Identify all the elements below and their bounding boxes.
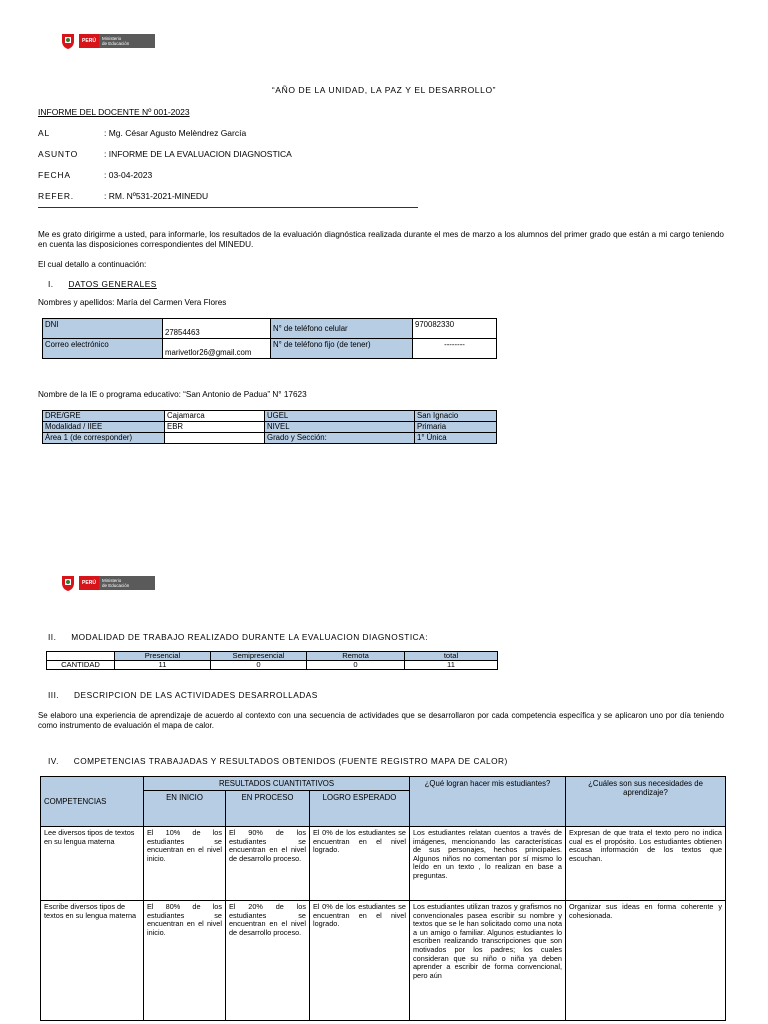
- modality-table: Presencial Semipresencial Remota total CANTIDAD 11 0 0 11: [46, 651, 498, 670]
- names-line: Nombres y apellidos: María del Carmen Vera Flores: [38, 298, 227, 307]
- table-row: Lee diversos tipos de textos en su lengua materna El 10% de los estudiantes se encuentran en el nivel inicio. El 90% de los estudiantes se encuentran en el nivel de desarrollo proceso. El 0% de los estudiantes se encuentran en el nivel logrado. Los estudiantes relatan cuentos a través de imágenes, mencionando las características de sus personajes, hechos principales. Algunos niños no comentan por sí mismo lo leído en un texto , lo realizan en base a preguntas. Expresan de que trata el texto pero no indica cual es el propósito. Los estudiantes obtienen escasa información de los textos que escuchan.: [41, 827, 726, 901]
- section-1-heading: I. DATOS GENERALES: [48, 279, 157, 289]
- col-competencias: COMPETENCIAS: [41, 777, 144, 827]
- cel-label: N° de teléfono celular: [271, 319, 413, 339]
- section-4-heading: IV. COMPETENCIAS TRABAJADAS Y RESULTADOS OBTENIDOS (FUENTE REGISTRO MAPA DE CALOR): [48, 756, 508, 766]
- coat-of-arms-icon: [60, 32, 76, 50]
- col-proceso: EN PROCESO: [226, 791, 310, 827]
- table-row: Escribe diversos tipos de textos en su lengua materna El 80% de los estudiantes se encuentran en el nivel inicio. El 20% de los estudiantes se encuentran en el nivel de desarrollo proceso. El 0% de los estudiantes se encuentran en el nivel logrado. Los estudiantes utilizan trazos y grafismos no convencionales pasea escribir su nombre y textos que se le han solicitado como una nota a un amigo o familiar. Algunos estudiantes lo escriben realizando transcripciones que son motivados por los padres; los cuales consideran que su niño o niña ya deben aprender a escribir de forma convencional, pero aún Organizar sus ideas en forma coherente y cohesionada.: [41, 901, 726, 1021]
- institution-table: DRE/GRE Cajamarca UGEL San Ignacio Modalidad / IIEE EBR NIVEL Primaria Área 1 (de corresponder) Grado y Sección: 1° Única: [42, 410, 497, 444]
- cel-value: 970082330: [413, 319, 497, 339]
- peru-label: PERÚ: [79, 576, 99, 590]
- ie-line: Nombre de la IE o programa educativo: “San Antonio de Padua” N° 17623: [38, 390, 307, 399]
- section-2-heading: II. MODALIDAD DE TRABAJO REALIZADO DURANTE LA EVALUACION DIAGNOSTICA:: [48, 632, 428, 642]
- report-title: INFORME DEL DOCENTE Nº 001-2023: [38, 107, 190, 117]
- intro-paragraph: Me es grato dirigirme a usted, para informarle, los resultados de la evaluación diagnóstica realizada durante el mes de marzo a los alumnos del primer grado que están a mi cargo teniendo en cuenta las disposiciones correspondientes del MINEDU.: [38, 230, 724, 249]
- minedu-logo-page2: [60, 572, 155, 594]
- peru-label: PERÚ: [79, 34, 99, 48]
- section-3-text: Se elaboro una experiencia de aprendizaje de acuerdo al contexto con una secuencia de actividades que se desarrollaron por cada competencia específica y se aplicaron uno por día teniendo como instrumento de evaluación el mapa de calor.: [38, 711, 724, 730]
- dni-label: DNI: [43, 319, 163, 339]
- dni-value: 27854463: [163, 319, 271, 339]
- minedu-logo: [60, 30, 155, 52]
- section-3-heading: III. DESCRIPCION DE LAS ACTIVIDADES DESARROLLADAS: [48, 690, 318, 700]
- col-logro: LOGRO ESPERADO: [310, 791, 410, 827]
- col-necesidades: ¿Cuáles son sus necesidades de aprendizaje?: [566, 777, 726, 827]
- coat-of-arms-icon: [60, 574, 76, 592]
- email-value: marivetlor26@gmail.com: [163, 339, 271, 359]
- ministry-label: Ministerio de Educación: [99, 34, 155, 48]
- fijo-label: N° de teléfono fijo (de tener): [271, 339, 413, 359]
- competencias-table: [40, 776, 726, 1021]
- header-divider: [38, 207, 418, 208]
- col-inicio: EN INICIO: [144, 791, 226, 827]
- personal-data-table: [42, 318, 497, 359]
- fijo-value: --------: [413, 339, 497, 359]
- detail-line: El cual detallo a continuación:: [38, 260, 147, 269]
- year-title: “AÑO DE LA UNIDAD, LA PAZ Y EL DESARROLLO”: [271, 85, 497, 95]
- col-logran: ¿Qué logran hacer mis estudiantes?: [410, 777, 566, 827]
- col-resultados: RESULTADOS CUANTITATIVOS: [144, 777, 410, 791]
- email-label: Correo electrónico: [43, 339, 163, 359]
- ministry-label: Ministerio de Educación: [99, 576, 155, 590]
